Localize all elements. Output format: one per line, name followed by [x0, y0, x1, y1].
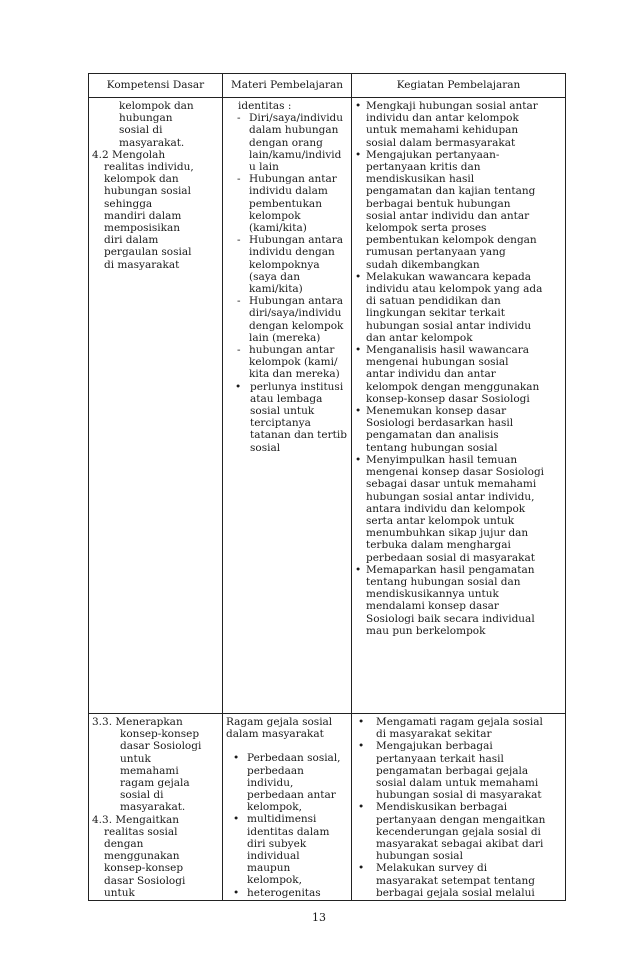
page-number: 13	[312, 911, 326, 924]
text-line: masyarakat.	[120, 801, 186, 814]
materi-bullet-list	[226, 381, 348, 454]
text-line: Melakukan survey di	[376, 862, 488, 875]
list-item	[355, 740, 562, 801]
text-line: lingkungan sekitar terkait	[366, 307, 505, 320]
table-row	[89, 714, 566, 901]
kd-body	[92, 826, 219, 899]
materi-cell	[223, 98, 352, 714]
list-item	[355, 271, 562, 344]
text-line: dalam masyarakat	[226, 728, 324, 741]
text-line: kita dan mereka)	[249, 368, 340, 381]
text-line: u lain	[249, 161, 279, 174]
text-line: Melakukan wawancara kepada	[366, 270, 531, 283]
text-line: sosial dalam bermasyarakat	[366, 136, 516, 149]
text-line: berbagai gejala sosial melalui	[376, 886, 535, 899]
text-line: individu,	[247, 776, 294, 789]
text-line: pengamatan dan kajian tentang	[366, 185, 536, 198]
list-item	[355, 862, 562, 899]
text-line: sosial di	[119, 124, 163, 137]
text-line: untuk	[120, 752, 151, 765]
text-line: identitas dalam	[247, 825, 330, 838]
text-line: realitas individu,	[104, 161, 194, 174]
kegiatan-cell	[352, 714, 566, 901]
bullet-marker: •	[358, 716, 365, 728]
text-line: masyarakat sebagai akibat dari	[376, 838, 544, 851]
text-line: antar individu dan antar	[366, 368, 496, 381]
list-item	[355, 564, 562, 637]
text-line: pengamatan dan analisis	[366, 429, 499, 442]
text-line: Ragam gejala sosial	[226, 716, 333, 728]
text-line: individu dan antar kelompok	[366, 112, 519, 125]
text-line: hubungan sosial	[104, 185, 191, 198]
text-line: perlunya institusi	[250, 380, 344, 393]
text-line: antara individu dan kelompok	[366, 502, 526, 515]
list-item	[226, 813, 348, 886]
text-line: hubungan sosial antar individu	[366, 319, 532, 332]
kd-number: 3.3. Menerapkan	[92, 716, 183, 728]
bullet-marker: •	[355, 100, 362, 112]
text-line: sudah dikembangkan	[366, 258, 480, 271]
text-line: kelompok (kami/	[249, 356, 338, 369]
list-item	[355, 454, 562, 564]
list-item	[355, 149, 562, 271]
text-line: pembentukan	[249, 197, 322, 210]
header-kegiatan: Kegiatan Pembelajaran	[352, 74, 566, 98]
bullet-marker: •	[355, 148, 362, 161]
text-line: lain/kamu/individ	[249, 148, 342, 161]
list-item	[355, 100, 562, 149]
text-line: tatanan dan tertib	[250, 429, 347, 442]
text-line: di satuan pendidikan dan	[366, 295, 501, 308]
text-line: mau pun berkelompok	[366, 624, 486, 637]
text-line: terciptanya	[250, 417, 311, 430]
learning-table	[88, 73, 566, 901]
text-line: sosial dalam untuk memahami	[376, 777, 539, 790]
materi-intro: identitas :	[238, 100, 292, 112]
list-item	[226, 295, 348, 344]
text-line: menggunakan	[104, 850, 180, 863]
text-line: mendiskusikan hasil	[366, 173, 475, 186]
text-line: masyarakat.	[119, 136, 185, 149]
bullet-marker: •	[233, 752, 240, 765]
text-line: terbuka dalam menghargai	[366, 539, 511, 552]
table-header-row	[89, 74, 566, 98]
text-line: kecenderungan gejala sosial di	[376, 825, 541, 838]
text-line: (kami/kita)	[249, 222, 307, 235]
text-line: konsep-konsep dasar Sosiologi	[366, 392, 530, 405]
list-item	[355, 801, 562, 862]
text-line: di masyarakat sekitar	[376, 728, 492, 741]
text-line: mengenai hubungan sosial	[366, 356, 509, 369]
text-line: untuk memahami kehidupan	[366, 124, 519, 137]
text-line: Menganalisis hasil wawancara	[366, 344, 530, 357]
text-line: maupun	[247, 862, 291, 875]
list-item	[355, 716, 562, 740]
list-item	[226, 112, 348, 173]
text-line: hubungan sosial antar individu,	[366, 490, 535, 503]
kd-body	[92, 728, 219, 813]
text-line: dalam hubungan	[249, 124, 339, 137]
kd-number: 4.2 Mengolah	[92, 148, 166, 161]
kegiatan-list	[355, 100, 562, 637]
text-line: memposisikan	[104, 222, 181, 235]
text-line: kelompok	[249, 209, 301, 222]
materi-cell	[223, 714, 352, 901]
list-item	[226, 381, 348, 454]
text-line: sosial	[250, 441, 281, 454]
text-line: Diri/saya/individu	[249, 112, 344, 125]
text-line: diri subyek	[247, 837, 307, 850]
dash-marker: -	[237, 295, 241, 308]
kegiatan-list	[355, 716, 562, 899]
text-line: dasar Sosiologi	[104, 874, 186, 887]
text-line: konsep-konsep	[120, 728, 200, 741]
text-line: tentang hubungan sosial dan	[366, 575, 521, 588]
text-line: individu dalam	[249, 185, 328, 198]
text-line: memahami	[120, 764, 179, 777]
text-line: Mengajukan pertanyaan-	[366, 148, 500, 161]
text-line: kami/kita)	[249, 283, 303, 296]
text-line: Sosiologi berdasarkan hasil	[366, 417, 514, 430]
kd-body	[92, 161, 219, 271]
text-line: menumbuhkan sikap jujur dan	[366, 527, 529, 540]
bullet-marker: •	[358, 740, 365, 753]
list-item	[226, 752, 348, 813]
text-line: kelompok dan	[119, 100, 194, 112]
text-line: dengan orang	[249, 136, 323, 149]
text-line: mendalami konsep dasar	[366, 600, 499, 613]
text-line: Sosiologi baik secara individual	[366, 612, 535, 625]
text-line: dasar Sosiologi	[120, 740, 202, 753]
text-line: individu dengan	[249, 246, 335, 259]
text-line: tentang hubungan sosial	[366, 441, 498, 454]
text-line: kelompok dengan menggunakan	[366, 380, 540, 393]
text-line: (saya dan	[249, 270, 301, 283]
dash-marker: -	[237, 234, 241, 247]
text-line: di masyarakat	[104, 258, 180, 271]
kd-number: 4.3. Mengaitkan	[92, 813, 180, 826]
dash-marker: -	[237, 173, 241, 186]
list-item	[226, 234, 348, 295]
bullet-marker: •	[235, 380, 242, 393]
text-line: untuk	[104, 886, 135, 899]
text-line: kelompok serta proses	[366, 222, 487, 235]
text-line: pertanyaan kritis dan	[366, 161, 481, 174]
text-line: individual	[247, 850, 300, 863]
text-line: perbedaan	[247, 764, 304, 777]
text-line: Menyimpulkan hasil temuan	[366, 453, 518, 466]
list-item	[226, 173, 348, 234]
text-line: dan antar kelompok	[366, 331, 473, 344]
text-line: kelompok,	[247, 874, 302, 887]
spacer	[226, 740, 348, 752]
text-line: Hubungan antara	[249, 234, 344, 247]
text-line: hubungan antar	[249, 344, 335, 357]
text-line: diri/saya/individu	[249, 307, 342, 320]
text-line: Mengamati ragam gejala sosial	[376, 716, 543, 728]
text-line: Mendiskusikan berbagai	[376, 801, 508, 814]
text-line: Hubungan antara	[249, 295, 344, 308]
bullet-marker: •	[358, 801, 365, 814]
text-line: individu atau kelompok yang ada	[366, 283, 543, 296]
bullet-marker: •	[355, 270, 362, 283]
kegiatan-cell	[352, 98, 566, 714]
text-line: mandiri dalam	[104, 209, 182, 222]
text-line: kelompok dan	[104, 173, 179, 186]
bullet-marker: •	[233, 886, 240, 899]
bullet-marker: •	[355, 563, 362, 576]
text-line: sebagai dasar untuk memahami	[366, 478, 537, 491]
text-line: realitas sosial	[104, 825, 178, 838]
text-line: sosial antar individu dan antar	[366, 209, 530, 222]
bullet-marker: •	[355, 453, 362, 466]
text-line: lain (mereka)	[249, 331, 321, 344]
text-line: perbedaan antar	[247, 789, 336, 802]
text-line: hubungan sosial	[376, 850, 463, 863]
materi-bullet-list	[226, 752, 348, 898]
text-line: Menemukan konsep dasar	[366, 405, 507, 418]
bullet-marker: •	[233, 813, 240, 826]
text-line: konsep-konsep	[104, 862, 184, 875]
text-line: heterogenitas	[247, 886, 321, 899]
text-line: rumusan pertanyaan yang	[366, 246, 506, 259]
list-item	[355, 405, 562, 454]
text-line: kelompoknya	[249, 258, 320, 271]
text-line: diri dalam	[104, 234, 159, 247]
text-line: pertanyaan terkait hasil	[376, 752, 504, 765]
list-item	[355, 344, 562, 405]
bullet-marker: •	[355, 344, 362, 357]
text-line: atau lembaga	[250, 392, 323, 405]
text-line: Mengajukan berbagai	[376, 740, 493, 753]
text-line: Mengkaji hubungan sosial antar	[366, 100, 538, 112]
materi-dash-list	[226, 112, 348, 380]
list-item	[226, 887, 348, 899]
kd-cell	[89, 714, 223, 901]
text-line: dengan	[104, 838, 144, 851]
kd-cell	[89, 98, 223, 714]
text-line: mengenai konsep dasar Sosiologi	[366, 466, 545, 479]
text-line: pembentukan kelompok dengan	[366, 234, 537, 247]
dash-marker: -	[237, 344, 241, 357]
text-line: ragam gejala	[120, 777, 190, 790]
text-line: Hubungan antar	[249, 173, 337, 186]
text-line: pergaulan sosial	[104, 246, 192, 259]
text-line: kelompok,	[247, 801, 302, 814]
text-line: hubungan	[119, 112, 173, 125]
text-line: sosial di	[120, 789, 164, 802]
header-kompetensi: Kompetensi Dasar	[89, 74, 223, 98]
text-line: dengan kelompok	[249, 319, 344, 332]
text-line: perbedaan sosial di masyarakat	[366, 551, 535, 564]
text-line: Perbedaan sosial,	[247, 752, 341, 765]
list-item	[226, 344, 348, 381]
header-materi: Materi Pembelajaran	[223, 74, 352, 98]
table-row	[89, 98, 566, 714]
bullet-marker: •	[358, 862, 365, 875]
text-line: serta antar kelompok untuk	[366, 514, 515, 527]
text-line: mendiskusikannya untuk	[366, 588, 499, 601]
bullet-marker: •	[355, 405, 362, 418]
kd-continuation	[92, 100, 219, 149]
text-line: sehingga	[104, 197, 153, 210]
text-line: berbagai bentuk hubungan	[366, 197, 511, 210]
text-line: masyarakat setempat tentang	[376, 874, 535, 887]
text-line: Memaparkan hasil pengamatan	[366, 563, 535, 576]
text-line: multidimensi	[247, 813, 317, 826]
text-line: pertanyaan dengan mengaitkan	[376, 813, 546, 826]
dash-marker: -	[237, 112, 241, 125]
text-line: sosial untuk	[250, 405, 315, 418]
text-line: hubungan sosial di masyarakat	[376, 789, 542, 802]
text-line: pengamatan berbagai gejala	[376, 764, 529, 777]
